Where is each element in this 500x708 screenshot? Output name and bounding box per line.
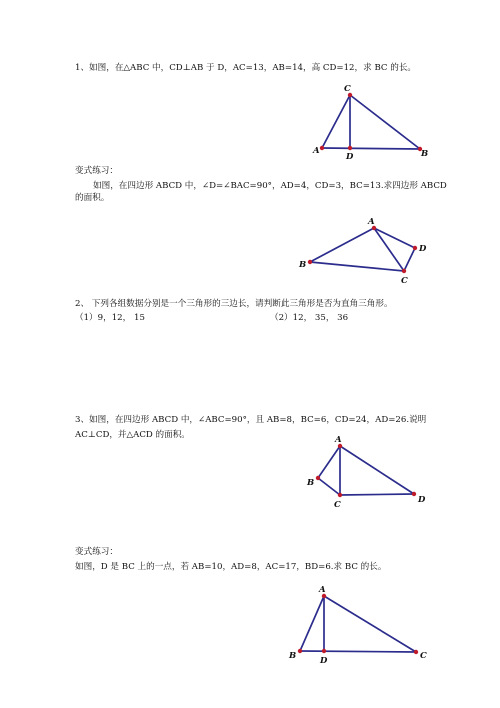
edge-ac bbox=[324, 596, 416, 652]
label-b: B bbox=[307, 478, 315, 488]
label-b: B bbox=[289, 651, 297, 661]
label-d: D bbox=[419, 244, 427, 254]
label-a: A bbox=[335, 435, 342, 445]
label-c: C bbox=[420, 651, 427, 661]
variant-2-text: 如图，D 是 BC 上的一点，若 AB=10，AD=8，AC=17，BD=6.求 BC 的长。 bbox=[75, 562, 387, 572]
edge-ab bbox=[300, 596, 324, 651]
label-a: A bbox=[319, 585, 326, 595]
problem-3-line-2: AC⊥CD，并△ACD 的面积。 bbox=[75, 430, 190, 440]
variant-2-heading: 变式练习： bbox=[75, 547, 118, 557]
label-c: C bbox=[334, 500, 341, 510]
problem-3-line-1: 3、如图，在四边形 ABCD 中，∠ABC=90°，且 AB=8，BC=6，CD=24，AD=26.说明 bbox=[75, 415, 427, 425]
label-c: C bbox=[344, 84, 351, 94]
problem-1-text: 1、如图，在△ABC 中，CD⊥AB 于 D，AC=13，AB=14，高 CD=12，求 BC 的长。 bbox=[75, 63, 417, 73]
problem-2-item-1: （1）9，12， 15 bbox=[75, 313, 145, 323]
label-d: D bbox=[346, 152, 354, 162]
vertex-c bbox=[414, 650, 418, 654]
label-a: A bbox=[313, 146, 320, 156]
vertex-d bbox=[322, 649, 326, 653]
variant-1-line-2: 的面积。 bbox=[75, 193, 110, 203]
problem-2-text: 2、 下列各组数据分别是一个三角形的三边长，请判断此三角形是否为直角三角形。 bbox=[75, 299, 393, 309]
variant-1-heading: 变式练习： bbox=[75, 166, 118, 176]
edge-bc bbox=[300, 651, 416, 652]
label-a: A bbox=[368, 217, 375, 227]
variant-1-line-1: 如图，在四边形 ABCD 中，∠D=∠BAC=90°，AD=4，CD=3，BC=13.求四边形 ABCD bbox=[93, 181, 447, 191]
label-b: B bbox=[421, 149, 429, 159]
label-c: C bbox=[401, 276, 408, 286]
vertex-b bbox=[298, 649, 302, 653]
label-d: D bbox=[320, 656, 328, 666]
label-d: D bbox=[418, 495, 426, 505]
label-b: B bbox=[299, 260, 307, 270]
problem-2-item-2: （2）12， 35， 36 bbox=[270, 313, 349, 323]
